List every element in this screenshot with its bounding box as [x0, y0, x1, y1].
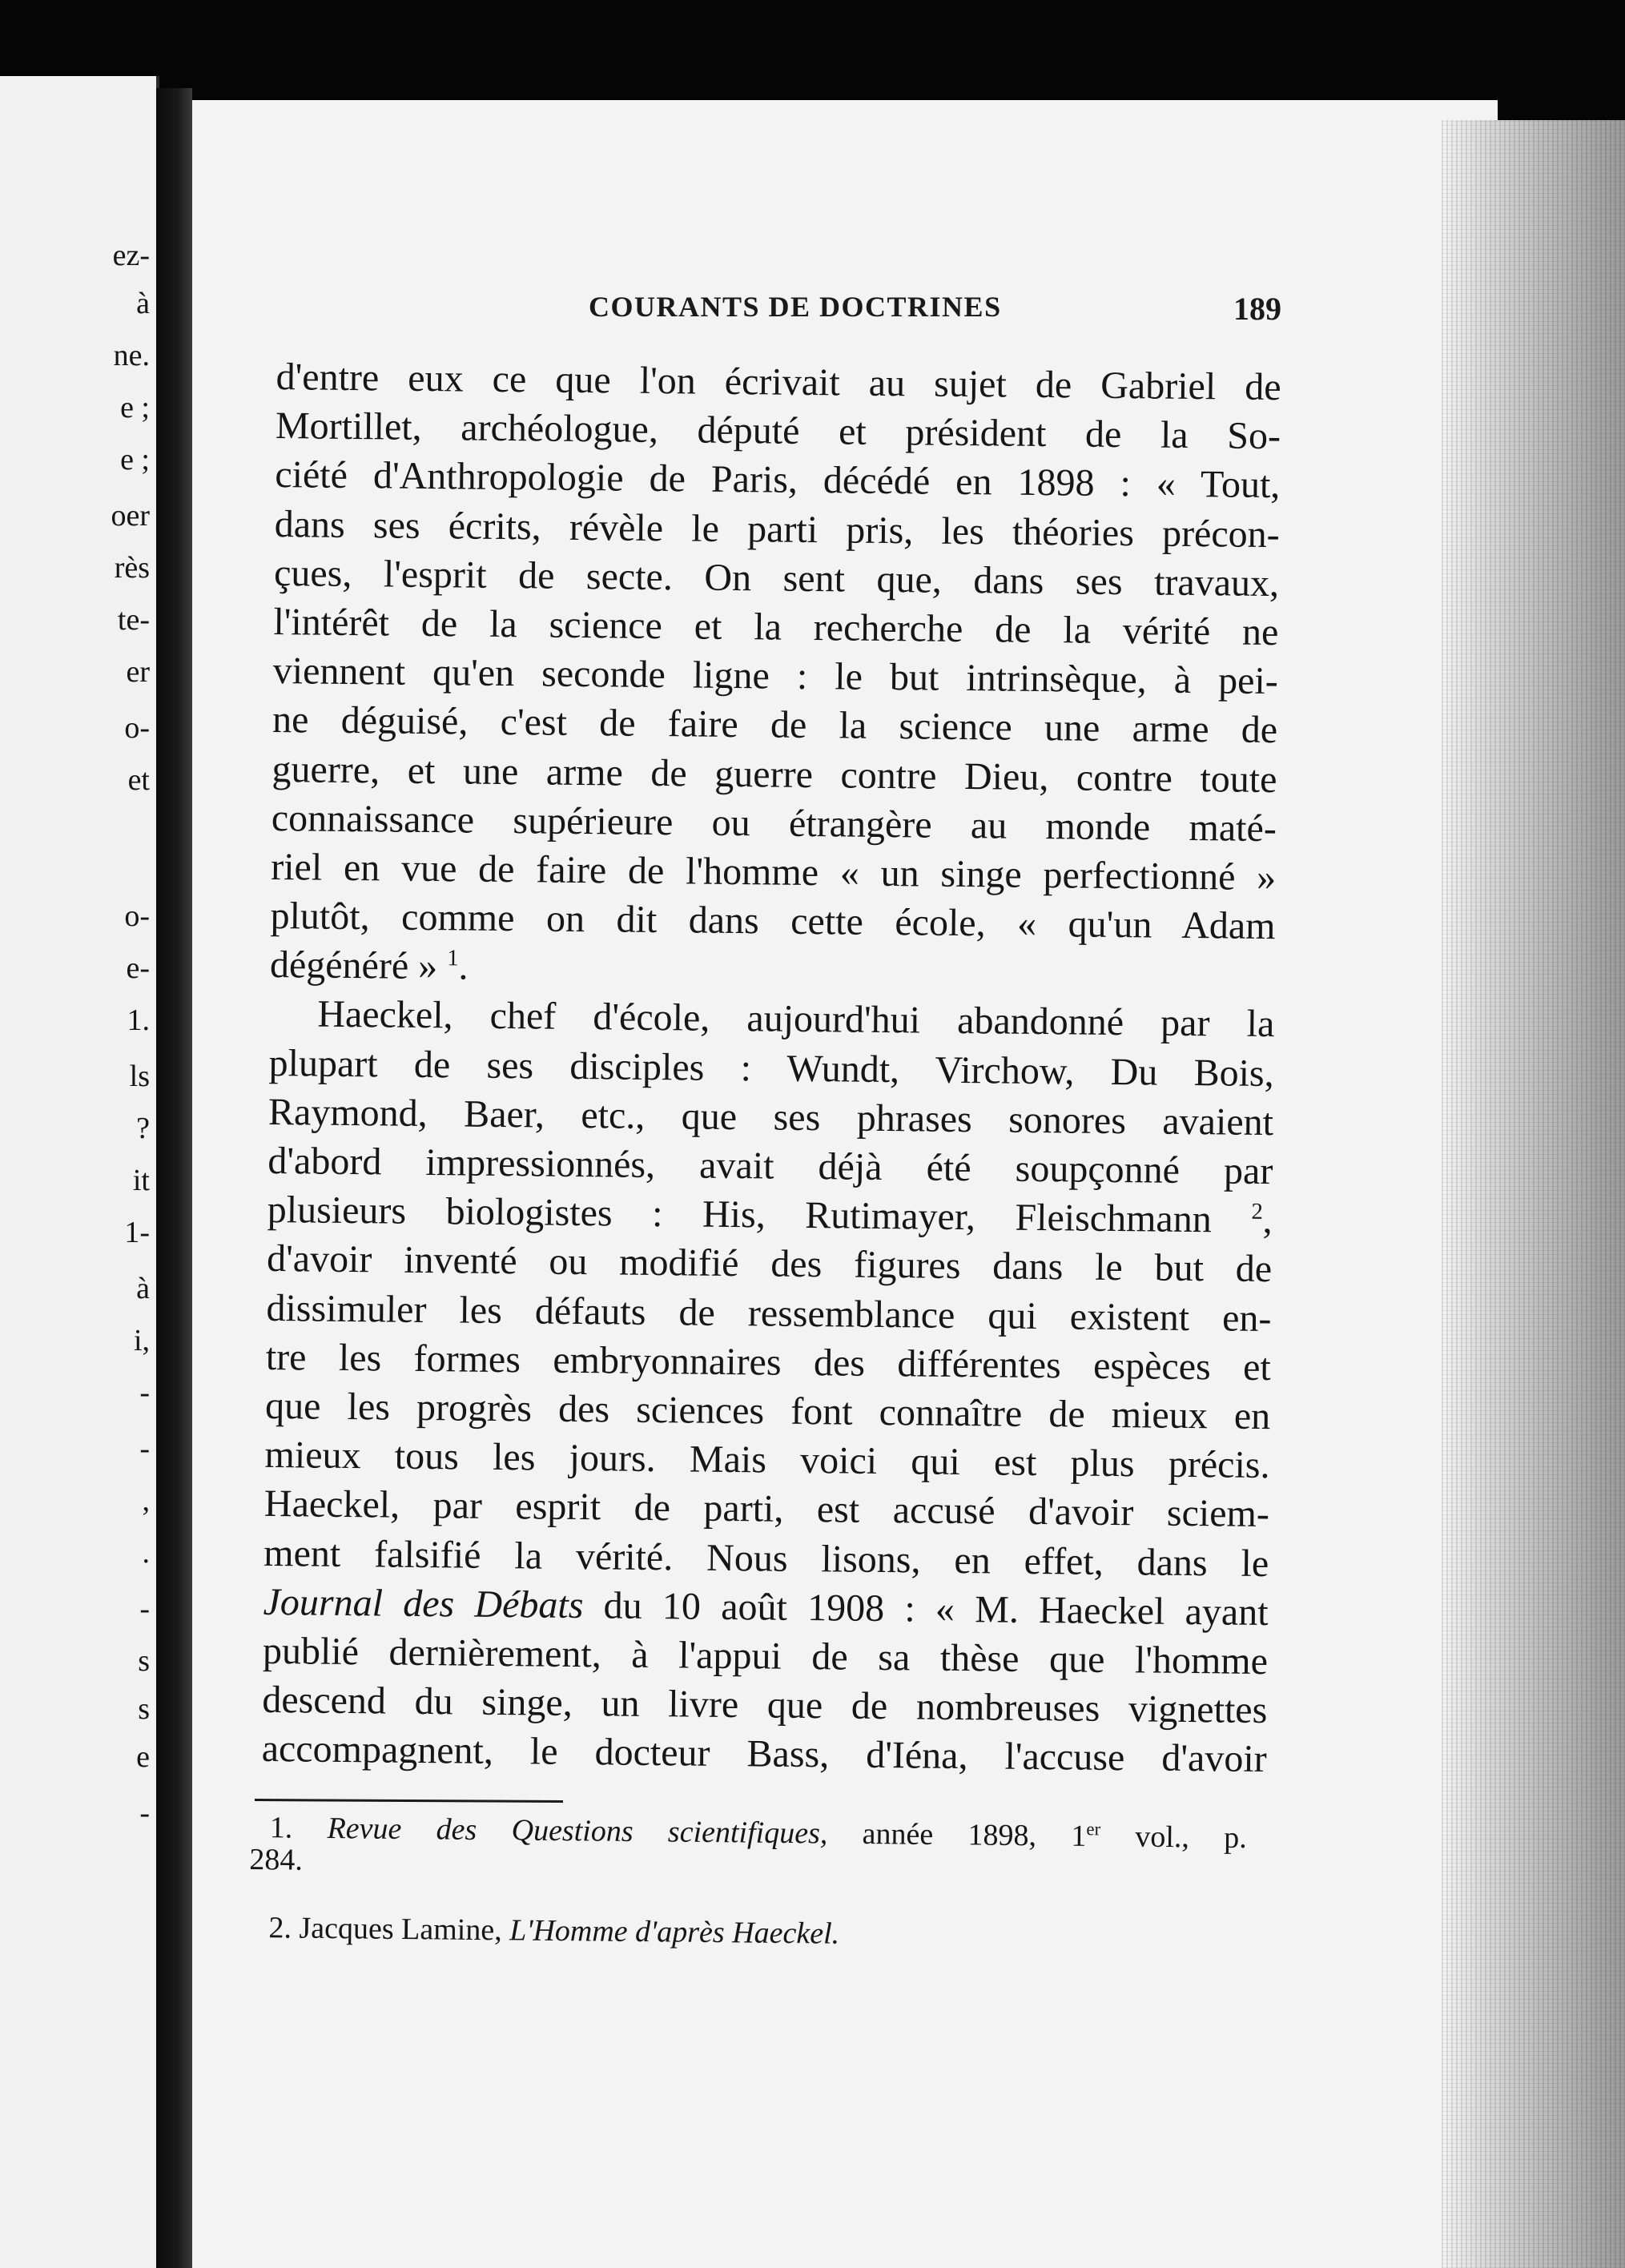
previous-page-line-fragment: . — [142, 1536, 150, 1570]
text-line: d'avoir inventé ou modifié des figures dans le but de — [266, 1237, 1273, 1291]
footnote-number: 2. — [268, 1911, 292, 1945]
footnote-ordinal: er — [1086, 1819, 1101, 1840]
text-line: que les progrès des sciences font connaître de mieux en — [264, 1384, 1271, 1438]
text-line: plupart de ses disciples : Wundt, Virchow, Du Bois, — [268, 1041, 1274, 1095]
previous-page-line-fragment: ne. — [113, 339, 150, 372]
previous-page-line-fragment: , — [142, 1484, 150, 1518]
previous-page-line-fragment: s — [138, 1692, 150, 1726]
previous-page-line-fragment: ? — [136, 1112, 150, 1145]
previous-page-line-fragment: e- — [126, 951, 150, 985]
text-line: dissimuler les défauts de ressemblance qui existent en- — [266, 1286, 1272, 1340]
previous-page-line-fragment: e — [136, 1740, 150, 1774]
footnote-ref-2: 2 — [1251, 1198, 1263, 1225]
running-header: COURANTS DE DOCTRINES — [589, 291, 1002, 323]
previous-page-line-fragment: e ; — [120, 391, 150, 424]
previous-page-line-fragment: e ; — [120, 443, 150, 477]
text-line: tre les formes embryonnaires des différentes espèces et — [265, 1335, 1272, 1389]
previous-page-line-fragment: er — [126, 655, 150, 689]
previous-page-line-fragment: - — [139, 1376, 150, 1409]
text-line: ciété d'Anthropologie de Paris, décédé en 1898 : « Tout, — [275, 453, 1281, 507]
previous-page-line-fragment: it — [132, 1164, 150, 1197]
text-line: mieux tous les jours. Mais voici qui est plus précis. — [264, 1434, 1270, 1487]
previous-page-line-fragment: o- — [124, 899, 150, 933]
previous-page-line-fragment: ls — [129, 1060, 150, 1093]
text-line: riel en vue de faire de l'homme « un singe perfectionné » — [270, 845, 1277, 899]
previous-page-line-fragment: te- — [117, 603, 150, 637]
page-edge-texture — [1442, 120, 1625, 2268]
text-line: publié dernièrement, à l'appui de sa thèse que l'homme — [262, 1629, 1269, 1683]
page-number: 189 — [1233, 291, 1281, 327]
text-line: dans ses écrits, révèle le parti pris, les théories précon- — [274, 502, 1280, 556]
footnote-text: Jacques Lamine, — [291, 1911, 510, 1948]
text-fragment: du 10 août 1908 : « M. Haeckel ayant — [603, 1584, 1269, 1634]
text-line: l'intérêt de la science et la recherche de la vérité ne — [273, 600, 1279, 654]
text-fragment: , — [1262, 1199, 1273, 1242]
footnote-source-title: L'Homme d'après Haeckel. — [509, 1913, 840, 1951]
footnote-text: année 1898, 1 — [827, 1816, 1087, 1853]
text-fragment: plusieurs biologistes : His, Rutimayer, Fleischmann — [267, 1188, 1213, 1241]
previous-page-edge — [0, 76, 159, 2268]
footnote-number: 1. — [269, 1811, 293, 1845]
footnotes — [248, 1812, 1247, 1954]
text-fragment: dégénéré » — [269, 943, 438, 988]
previous-page-line-fragment: i, — [133, 1324, 150, 1357]
previous-page-line-fragment: à — [136, 287, 150, 320]
previous-page-line-fragment: 1- — [124, 1216, 150, 1249]
previous-page-line-fragment: et — [127, 763, 150, 797]
previous-page-line-fragment: s — [138, 1644, 150, 1678]
text-line: Mortillet, archéologue, député et président de la So- — [275, 404, 1281, 458]
footnote-text: vol., p. — [1100, 1820, 1247, 1856]
footnote-ref-1: 1 — [447, 945, 459, 971]
text-line: viennent qu'en seconde ligne : le but intrinsèque, à pei- — [272, 649, 1279, 703]
text-line: plutôt, comme on dit dans cette école, « qu'un Adam — [270, 895, 1276, 948]
text-line: connaissance supérieure ou étrangère au monde maté- — [271, 796, 1277, 850]
previous-page-line-fragment: ez- — [112, 239, 150, 272]
previous-page-line-fragment: - — [139, 1592, 150, 1626]
text-fragment: . — [458, 945, 469, 988]
text-line: accompagnent, le docteur Bass, d'Iéna, l'accuse d'avoir — [261, 1727, 1267, 1781]
previous-page-line-fragment: oer — [111, 499, 150, 533]
previous-page-line-fragment: - — [139, 1796, 150, 1830]
footnote-1-continuation: 284. — [249, 1842, 304, 1877]
text-line: d'abord impressionnés, avait déjà été soupçonné par — [267, 1139, 1273, 1193]
previous-page-line-fragment: rès — [114, 551, 150, 585]
previous-page-line-fragment: 1. — [127, 1003, 150, 1037]
text-line: Raymond, Baer, etc., que ses phrases sonores avaient — [267, 1090, 1274, 1144]
text-line: Haeckel, chef d'école, aujourd'hui abandonné par la — [317, 993, 1275, 1046]
body-text — [261, 352, 1281, 1783]
text-line: d'entre eux ce que l'on écrivait au sujet de Gabriel de — [276, 355, 1281, 409]
text-line: guerre, et une arme de guerre contre Dieu, contre toute — [272, 747, 1277, 801]
previous-page-line-fragment: o- — [124, 711, 150, 745]
text-line: çues, l'esprit de secte. On sent que, dans ses travaux, — [273, 551, 1280, 605]
text-line: ne déguisé, c'est de faire de la science une arme de — [272, 698, 1278, 752]
previous-page-line-fragment: à — [136, 1272, 150, 1305]
book-gutter — [156, 88, 192, 2268]
journal-title: Journal des Débats — [263, 1580, 584, 1627]
text-line: ment falsifié la vérité. Nous lisons, en effet, dans le — [263, 1531, 1269, 1585]
text-line: Haeckel, par esprit de parti, est accusé d'avoir sciem- — [263, 1482, 1270, 1536]
text-line: descend du singe, un livre que de nombreuses vignettes — [262, 1678, 1268, 1732]
footnote-source-title: Revue des Questions scientifiques, — [327, 1812, 828, 1851]
previous-page-line-fragment: - — [139, 1432, 150, 1466]
